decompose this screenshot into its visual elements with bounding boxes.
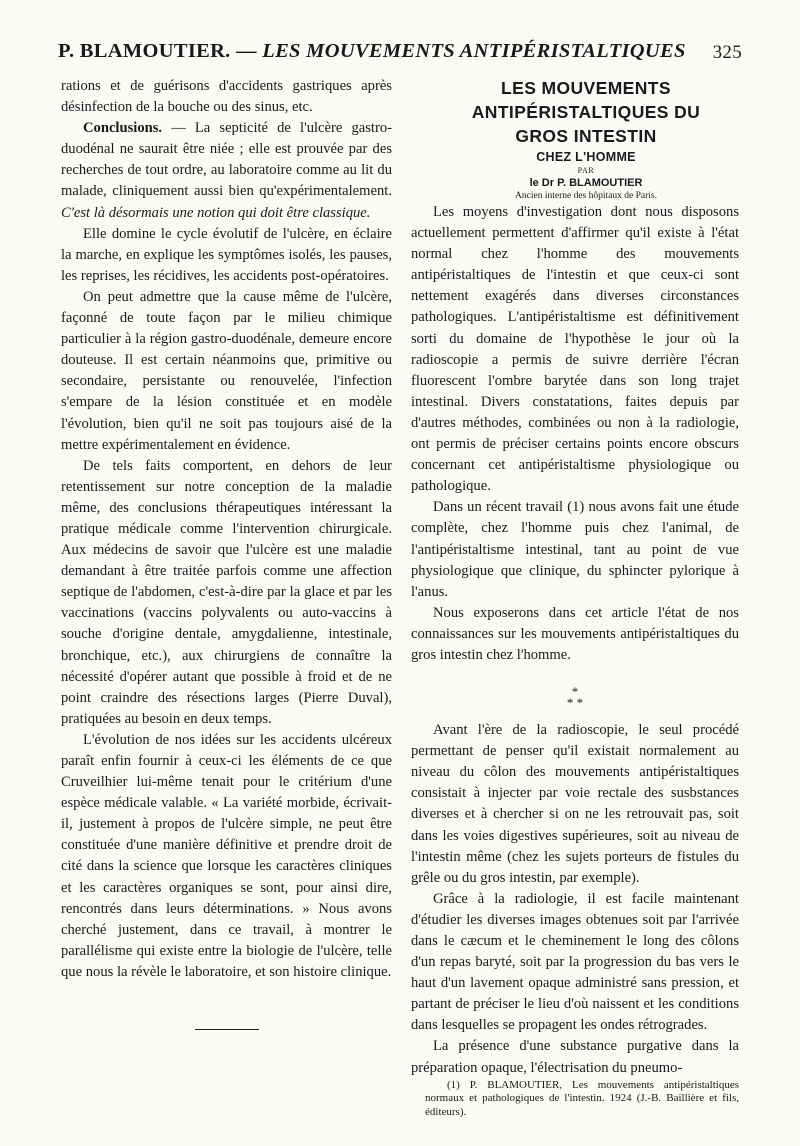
body-paragraph: Dans un récent travail (1) nous avons fait une étude complète, chez l'homme puis chez l'animal, de l'antipéristaltisme intestinal, tant au point de vue physiologique que clinique, du sphincter pylorique à l'anus.: [411, 499, 739, 600]
body-paragraph: Elle domine le cycle évolutif de l'ulcère, en éclaire la marche, en explique les symptômes isolés, les pauses, les reprises, les récidives, les accidents post-opératoires.: [61, 225, 392, 284]
byline-par: PAR: [577, 166, 595, 175]
body-paragraph: De tels faits comportent, en dehors de leur retentissement sur notre conception de la maladie même, des conclusions thérapeutiques intéressant la pratique médicale comme l'intervention chirurgicale. Aux médecins de savoir que l'ulcère est une maladie demandant à être traitée parfois comme une affection septique de l'abdomen, c'est-à-dire par la glace et par les vaccinations (vaccins polyvalents ou auto-vaccins à souche d'origine dentale, amygdalienne, intestinale, bronchique, etc.), aux chirurgiens de connaître la nécessité d'opérer autant que possible à froid et de ne point craindre des résections larges (Pierre Duval), pratiquées au besoin en deux temps.: [61, 457, 392, 727]
body-paragraph: rations et de guérisons d'accidents gastriques après désinfection de la bouche ou des sinus, etc.: [61, 78, 392, 116]
body-paragraph: Les moyens d'investigation dont nous disposons actuellement permettent d'affirmer qu'il existe à l'état normal chez l'homme des mouvements antipéristaltiques de l'intestin et que ceux-ci sont nettement exagérés dans diverses circonstances pathologiques. L'antipéristaltisme est définitivement sorti du domaine de l'hypothèse le jour où la radioscopie a permis de suivre derrière l'écran fluorescent l'ombre barytée dans son long trajet intestinal. Divers constatations, faites depuis par d'autres méthodes, combinées ou non à la radiologie, ont permis de préciser certains points encore obscurs concernant cet antipéristaltisme physiologique ou pathologique.: [411, 204, 739, 495]
article-title-line: GROS INTESTIN: [515, 126, 657, 146]
running-head: [58, 40, 742, 70]
body-paragraph: La présence d'une substance purgative dans la préparation opaque, l'électrisation du pneumo-: [411, 1038, 739, 1076]
body-paragraph: Avant l'ère de la radioscopie, le seul procédé permettant de penser qu'il existait normalement au niveau du côlon des mouvements antipéristaltiques consistait à injecter par voie rectale des susbstances diverses et à chercher si on ne les retrouvait pas, soit dans les voies digestives supérieures, soit au niveau de l'intestin même (chez les sujets porteurs de fistules du grêle ou du gros intestin, par exemple).: [411, 722, 739, 886]
section-asterism: * * *: [566, 684, 584, 711]
article-author: le Dr P. BLAMOUTIER: [529, 177, 643, 189]
body-paragraph: Grâce à la radiologie, il est facile maintenant d'étudier les diverses images obtenues soit par l'arrivée dans le cæcum et le cheminement le long des côlons d'un repas baryté, soit par la progression du bas vers le haut d'un lavement opaque administré sans pression, et partant de préciser le lieu d'où naissent et les conditions dans lesquelles se propagent les ondes rétrogrades.: [411, 890, 739, 1034]
emphasis-text: C'est là désormais une notion qui doit être classique.: [61, 204, 371, 221]
running-head-title: LES MOUVEMENTS ANTIPÉRISTALTIQUES: [262, 40, 686, 62]
author-affiliation: Ancien interne des hôpitaux de Paris.: [515, 191, 657, 201]
section-end-rule: [195, 1029, 259, 1030]
article-title-line: LES MOUVEMENTS: [501, 78, 671, 98]
body-paragraph: L'évolution de nos idées sur les accidents ulcéreux paraît enfin fournir à ceux-ci les éléments de ce que Cruveilhier lui-même tenait pour le critérium d'une espèce médicale valable. « La variété morbide, écrivait-il, justement à propos de l'ulcère simple, ne peut être constituée d'une manière définitive et prendre droit de cité dans la science que lorsque les caractères cliniques et les caractères organiques se sont, pour ainsi dire, rencontrés dans leurs déterminations. » Nous avons cherché justement, dans ce travail, à montrer le parallélisme qui existe entre la biologie de l'ulcère, telle que nous la révèle le laboratoire, et son histoire clinique.: [61, 731, 392, 980]
right-column: [411, 76, 739, 1119]
running-head-author: P. BLAMOUTIER.: [58, 40, 231, 62]
conclusions-lead: Conclusions.: [83, 120, 163, 137]
conclusions-paragraph: Conclusions. — La septicité de l'ulcère gastro-duodénal ne saurait être niée ; elle est prouvée par des recherches de tout ordre, au laboratoire comme au lit du malade, cliniquement aussi bien qu'expérimentalement. C'est là désormais une notion qui doit être classique.: [61, 120, 392, 221]
body-paragraph: Nous exposerons dans cet article l'état de nos connaissances sur les mouvements antipéristaltiques du gros intestin chez l'homme.: [411, 604, 739, 663]
article-subtitle: CHEZ L'HOMME: [536, 150, 636, 164]
body-paragraph: On peut admettre que la cause même de l'ulcère, façonné de toute façon par le milieu chimique particulier à la région gastro-duodénale, demeure encore douteuse. Il est certain néanmoins que, primitive ou secondaire, persistante ou renouvelée, l'infection s'empare de la lésion constituée et en modèle l'évolution, bien qu'il ne soit pas toujours aisé de la mettre expérimentalement en évidence.: [61, 288, 392, 453]
running-head-dash: —: [230, 40, 263, 62]
left-column: [61, 76, 392, 1030]
article-title-line: ANTIPÉRISTALTIQUES DU: [471, 102, 701, 122]
footnote: (1) P. BLAMOUTIER, Les mouvements antipéristaltiques normaux et pathologiques de l'intestin. 1924 (J.-B. Baillière et fils, éditeurs).: [425, 1078, 739, 1118]
page-number: 325: [712, 42, 742, 63]
